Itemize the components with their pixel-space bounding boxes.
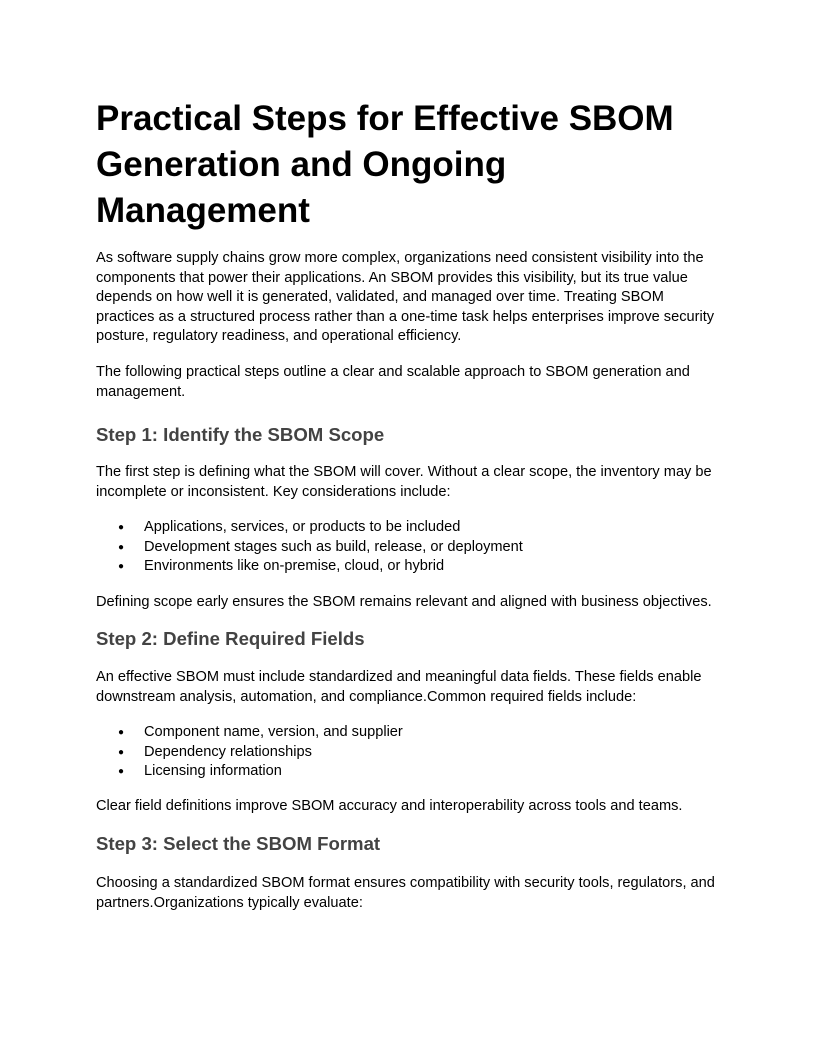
list-item: ● Dependency relationships [96, 743, 726, 763]
step-1-closing: Defining scope early ensures the SBOM remains relevant and aligned with business objectives. [96, 594, 712, 610]
lead-in-paragraph: The following practical steps outline a clear and scalable approach to SBOM generation and management. [96, 364, 690, 400]
step-1-text: The first step is defining what the SBOM will cover. Without a clear scope, the inventory may be incomplete or inconsistent. Key considerations include: [96, 464, 712, 500]
step-3-text: Choosing a standardized SBOM format ensures compatibility with security tools, regulators, and partners.Organizations typically evaluate: [96, 875, 715, 911]
step-3-heading: Step 3: Select the SBOM Format [96, 833, 381, 854]
step-2-text: An effective SBOM must include standardized and meaningful data fields. These fields enable downstream analysis, automation, and compliance.Common required fields include: [96, 669, 702, 705]
page-title: Practical Steps for Effective SBOM Generation and Ongoing Management [96, 99, 674, 230]
step-2-heading: Step 2: Define Required Fields [96, 628, 365, 649]
step-1-heading: Step 1: Identify the SBOM Scope [96, 424, 385, 445]
list-item: ● Component name, version, and supplier [96, 723, 726, 743]
list-item: ● Development stages such as build, release, or deployment [96, 538, 726, 558]
step-2-list [96, 723, 726, 782]
list-item: ● Environments like on-premise, cloud, or hybrid [96, 557, 726, 577]
intro-paragraph: As software supply chains grow more complex, organizations need consistent visibility into the components that power their applications. An SBOM provides this visibility, but its true value depends on how well it is generated, validated, and managed over time. Treating SBOM practices as a structured process rather than a one-time task helps enterprises improve security posture, regulatory readiness, and operational efficiency. [96, 250, 715, 345]
list-item: ● Applications, services, or products to be included [96, 518, 726, 538]
step-2-closing: Clear field definitions improve SBOM accuracy and interoperability across tools and teams. [96, 798, 683, 814]
list-item: ● Licensing information [96, 762, 726, 782]
step-1-list [96, 518, 726, 577]
